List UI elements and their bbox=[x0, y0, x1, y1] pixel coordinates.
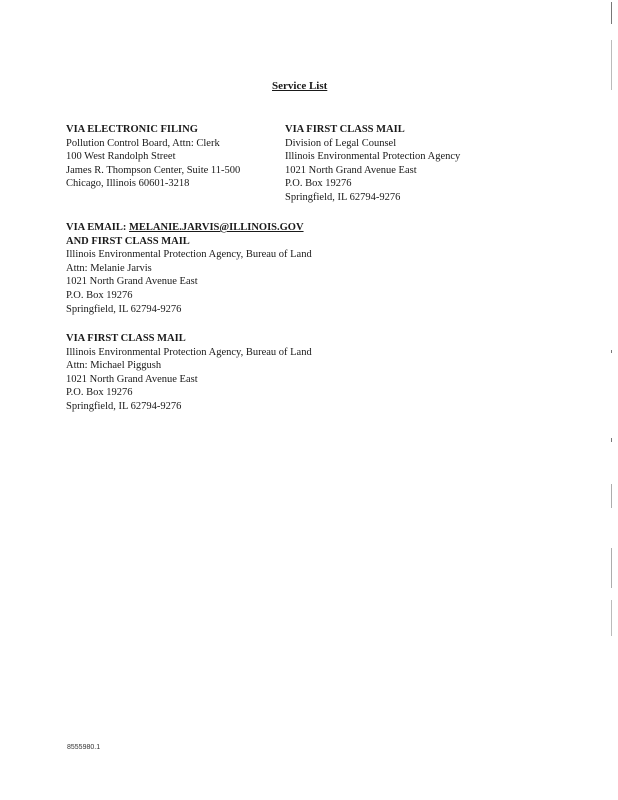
address-line: 100 West Randolph Street bbox=[66, 151, 176, 163]
scan-mark bbox=[611, 2, 612, 24]
scan-mark bbox=[611, 40, 612, 90]
address-line: Illinois Environmental Protection Agency, Bureau of Land bbox=[66, 346, 312, 358]
scan-mark bbox=[611, 438, 612, 442]
address-line: 1021 North Grand Avenue East bbox=[66, 276, 198, 288]
piggush-heading: VIA FIRST CLASS MAIL bbox=[66, 333, 186, 344]
address-line: Attn: Michael Piggush bbox=[66, 360, 162, 372]
address-line: P.O. Box 19276 bbox=[66, 289, 133, 301]
page-title: Service List bbox=[272, 80, 328, 92]
address-line: P.O. Box 19276 bbox=[66, 387, 133, 399]
address-line: Springfield, IL 62794-9276 bbox=[285, 191, 401, 203]
address-line: Attn: Melanie Jarvis bbox=[66, 262, 152, 274]
email-mail-block bbox=[66, 221, 312, 316]
email-heading-secondary: AND FIRST CLASS MAIL bbox=[66, 235, 190, 247]
address-line: Springfield, IL 62794-9276 bbox=[66, 400, 182, 412]
address-line: P.O. Box 19276 bbox=[285, 178, 352, 190]
address-line: Illinois Environmental Protection Agency, Bureau of Land bbox=[66, 249, 312, 261]
email-heading-prefix: VIA EMAIL: bbox=[66, 222, 130, 233]
address-line: Springfield, IL 62794-9276 bbox=[66, 303, 182, 315]
first-class-mail-heading: VIA FIRST CLASS MAIL bbox=[285, 124, 405, 135]
email-heading bbox=[66, 221, 312, 235]
scan-mark bbox=[611, 350, 612, 353]
scan-mark bbox=[611, 600, 612, 636]
email-link[interactable]: MELANIE.JARVIS@ILLINOIS.GOV bbox=[129, 222, 304, 233]
electronic-filing-block bbox=[66, 123, 240, 191]
address-line: Chicago, Illinois 60601-3218 bbox=[66, 178, 190, 190]
electronic-filing-heading: VIA ELECTRONIC FILING bbox=[66, 124, 198, 135]
address-line: Division of Legal Counsel bbox=[285, 137, 397, 149]
document-id: 8555980.1 bbox=[67, 744, 101, 751]
scan-mark bbox=[611, 484, 612, 508]
address-line: Illinois Environmental Protection Agency bbox=[285, 151, 461, 163]
piggush-mail-block bbox=[66, 332, 312, 414]
address-line: Pollution Control Board, Attn: Clerk bbox=[66, 137, 220, 149]
address-line: 1021 North Grand Avenue East bbox=[66, 373, 198, 385]
address-line: 1021 North Grand Avenue East bbox=[285, 164, 417, 176]
scan-mark bbox=[611, 548, 612, 588]
first-class-mail-block bbox=[285, 123, 460, 205]
address-line: James R. Thompson Center, Suite 11-500 bbox=[66, 164, 241, 176]
